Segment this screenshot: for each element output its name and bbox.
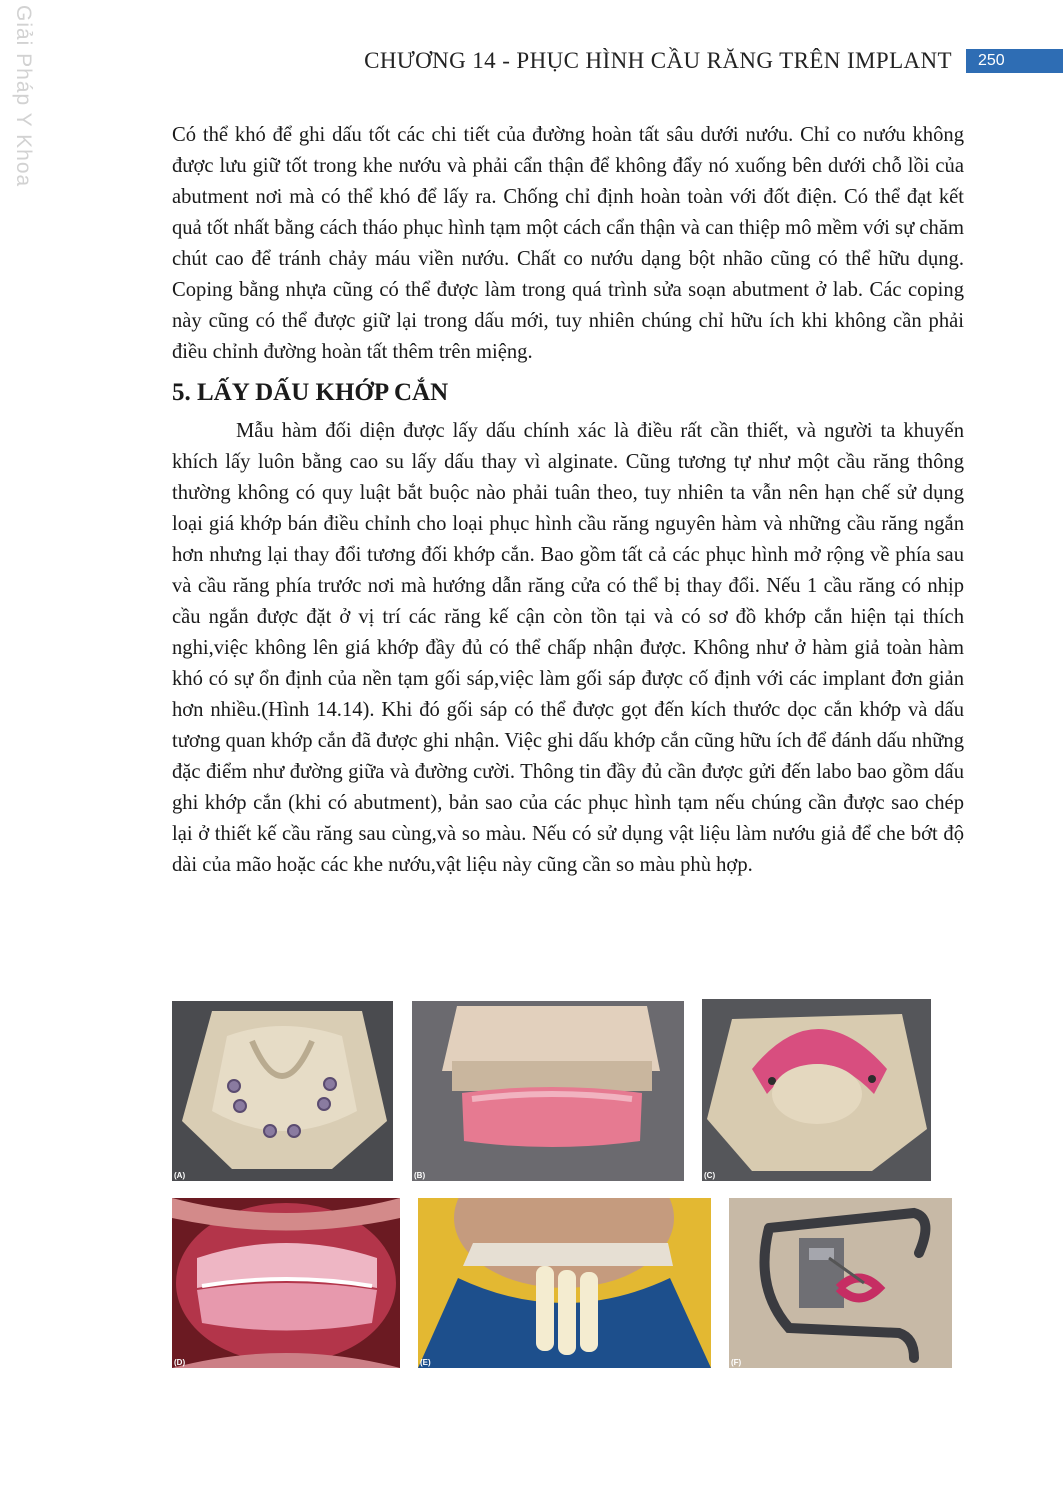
figure-f-photo: [729, 1198, 952, 1368]
figure-a-label: (A): [174, 1171, 186, 1180]
page-body: [172, 120, 964, 881]
paragraph-2: Mẫu hàm đối diện được lấy dấu chính xác là điều rất cần thiết, và người ta khuyến khích lấy luôn bằng cao su lấy dấu thay vì alginate. Cũng tương tự như một cầu răng thông thường không có quy luật bắt buộc nào phải tuân theo, tuy nhiên ta vẫn nên hạn chế sử dụng loại giá khớp bán điều chỉnh cho loại phục hình cầu răng nguyên hàm và những cầu răng ngắn hơn nhưng lại thay đổi tương đối khớp cắn. Bao gồm tất cả các phục hình mở rộng về phía sau và cầu răng phía trước nơi mà hướng dẫn răng cửa có thể bị thay đổi. Nếu 1 cầu răng có nhịp cầu ngắn được đặt ở vị trí các răng kế cận còn tồn tại và có sơ đồ khớp cắn hiện tại thích nghi,việc không lên giá khớp đầy đủ có thể chấp nhận được. Không như ở hàm giả toàn hàm khó có sự ổn định của nền tạm gối sáp,việc làm gối sáp được cố định với các implant đơn giản hơn nhiều.(Hình 14.14). Khi đó gối sáp có thể được gọt đến kích thước dọc cắn khớp và dấu tương quan khớp cắn đã được ghi nhận. Việc ghi dấu khớp cắn cũng hữu ích để đánh dấu những đặc điểm như đường giữa và đường cười. Thông tin đầy đủ cần được gửi đến labo bao gồm dấu ghi khớp cắn (khi có abutment), bản sao của các phục hình tạm nếu chúng cần được sao chép lại ở thiết kế cầu răng sau cùng,và so màu. Nếu có sử dụng vật liệu làm nướu giả để che bớt độ dài của mão hoặc các khe nướu,vật liệu này cũng cần so màu phù hợp.: [172, 420, 964, 876]
figure-e-label: (E): [420, 1358, 431, 1367]
figure-c-photo: [702, 999, 931, 1181]
figure-c-label: (C): [704, 1171, 716, 1180]
page-header: [300, 44, 1063, 78]
figure-e-photo: [418, 1198, 711, 1368]
figure-a-photo: [172, 1001, 393, 1181]
figure-b-photo: [412, 1001, 684, 1181]
figure-f-label: (F): [731, 1358, 742, 1367]
figure-d-photo: [172, 1198, 400, 1368]
figure-b-label: (B): [414, 1171, 426, 1180]
figure-d-label: (D): [174, 1358, 186, 1367]
side-watermark: Giải Pháp Y Khoa: [12, 5, 35, 188]
paragraph-1: Có thể khó để ghi dấu tốt các chi tiết của đường hoàn tất sâu dưới nướu. Chỉ co nướu không được lưu giữ tốt trong khe nướu và phải cẩn thận để không đẩy nó xuống bên dưới chỗ lồi của abutment nơi mà có thể khó để lấy ra. Chống chỉ định hoàn toàn với đốt điện. Có thể đạt kết quả tốt nhất bằng cách tháo phục hình tạm một cách cẩn thận và can thiệp mô mềm với sự chăm chút cao để tránh chảy máu viền nướu. Chất co nướu dạng bột nhão cũng có thể hữu dụng. Coping bằng nhựa cũng có thể được làm trong quá trình sửa soạn abutment ở lab. Các coping này cũng có thể được giữ lại trong dấu mới, tuy nhiên chúng chỉ hữu ích khi không cần phải điều chỉnh đường hoàn tất thêm trên miệng.: [172, 124, 964, 363]
section-heading: 5. LẤY DẤU KHỚP CẮN: [172, 379, 449, 406]
chapter-title: CHƯƠNG 14 - PHỤC HÌNH CẦU RĂNG TRÊN IMPLANT: [364, 48, 952, 73]
page-number-badge: 250: [966, 49, 1063, 73]
